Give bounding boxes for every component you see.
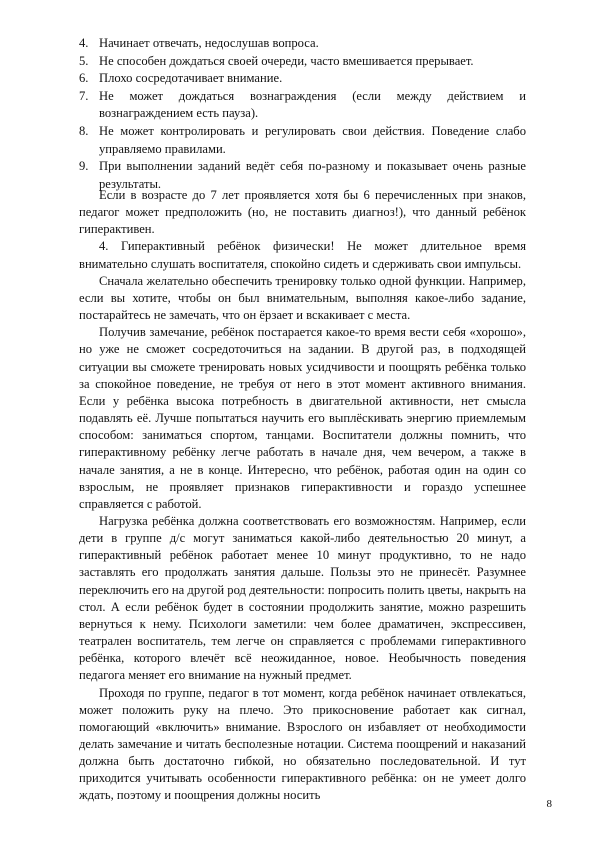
paragraph: Проходя по группе, педагог в тот момент, когда ребёнок начинает отвлекаться, может положить руку на плечо. Это прикосновение работает как сигнал, помогающий «включить» внимание. Взрослого он избавляет от необходимости делать замечание и читать бесполезные нотации. Система поощрений и наказаний должна быть достаточно гибкой, но обязательно последовательной. И тут приходится учитывать особенности гиперактивного ребёнка: он не умеет долго ждать, поэтому и поощрения должны носить [79,685,526,803]
list-item [79,70,526,88]
list-item-text: Не способен дождаться своей очереди, часто вмешивается прерывает. [99,53,474,68]
paragraph: Сначала желательно обеспечить тренировку только одной функции. Например, если вы хотите, чтобы он был внимательным, выполняя какое-либо задание, постарайтесь не замечать, что он ёрзает и вскакивает с места. [79,273,526,323]
symptom-list [79,35,526,193]
list-item-number: 4. [79,36,89,50]
page-number: 8 [546,798,552,810]
list-item-text: Не может контролировать и регулировать свои действия. Поведение слабо управляемо правилами. [99,123,526,156]
list-item-text: Плохо сосредотачивает внимание. [99,71,283,86]
list-item [79,53,526,71]
paragraph: 4. Гиперактивный ребёнок физически! Не может длительное время внимательно слушать воспитателя, спокойно сидеть и сдерживать свои импульсы. [79,239,526,271]
paragraph: Нагрузка ребёнка должна соответствовать его возможностям. Например, если дети в группе д/с могут заниматься какой-либо деятельностью 20 минут, а гиперактивный ребёнок работает менее 10 минут продуктивно, то не надо заставлять его продолжать занятия дальше. Пользы это не принесёт. Разумнее переключить его на другой род деятельности: попросить полить цветы, накрыть на стол. А если ребёнок будет в состоянии продолжить занятие, можно разрешить вернуться к нему. Психологи заметили: чем более драматичен, экспрессивен, театрален воспитатель, тем легче он справляется с проблемами гиперактивного ребёнка, которого влечёт всё неожиданное, новое. Необычность поведения педагога меняет его внимание на нужный предмет. [79,513,526,683]
list-item-number: 7. [79,88,89,103]
list-item-text: При выполнении заданий ведёт себя по-разному и показывает очень разные результаты. [99,159,526,191]
list-item-number: 9. [79,159,89,174]
list-item-number: 8. [79,123,89,138]
list-item-number: 6. [79,71,89,86]
list-item [79,123,526,158]
list-item-text: Начинает отвечать, недослушав вопроса. [99,36,319,50]
list-item-text: Не может дождаться вознаграждения (если между действием и вознаграждением есть пауза). [99,88,526,121]
list-item [79,88,526,123]
body-text [79,187,526,805]
list-item-number: 5. [79,53,89,68]
paragraph: Получив замечание, ребёнок постарается какое-то время вести себя «хорошо», но уже не сможет сосредоточиться на задании. В другой раз, в подходящей ситуации вы сможете тренировать новых усидчивости и поощрять ребёнка только за спокойное поведение, не требуя от него в этот момент активного внимания. Если у ребёнка высока потребность в двигательной активности, нет смысла подавлять её. Лучше попытаться научить его выплёскивать энергию приемлемым способом: заниматься спортом, танцами. Воспитатели должны помнить, что гиперактивному ребёнку легче работать в начале дня, чем вечером, а также в начале занятия, а не в конце. Интересно, что ребёнок, работая один на один со взрослым, не проявляет признаков гиперактивности и гораздо успешнее справляется с работой. [79,325,526,511]
paragraph: Если в возрасте до 7 лет проявляется хотя бы 6 перечисленных при знаков, педагог может предположить (но, не поставить диагноз!), что данный ребёнок гиперактивен. [79,188,526,237]
list-item [79,35,526,53]
